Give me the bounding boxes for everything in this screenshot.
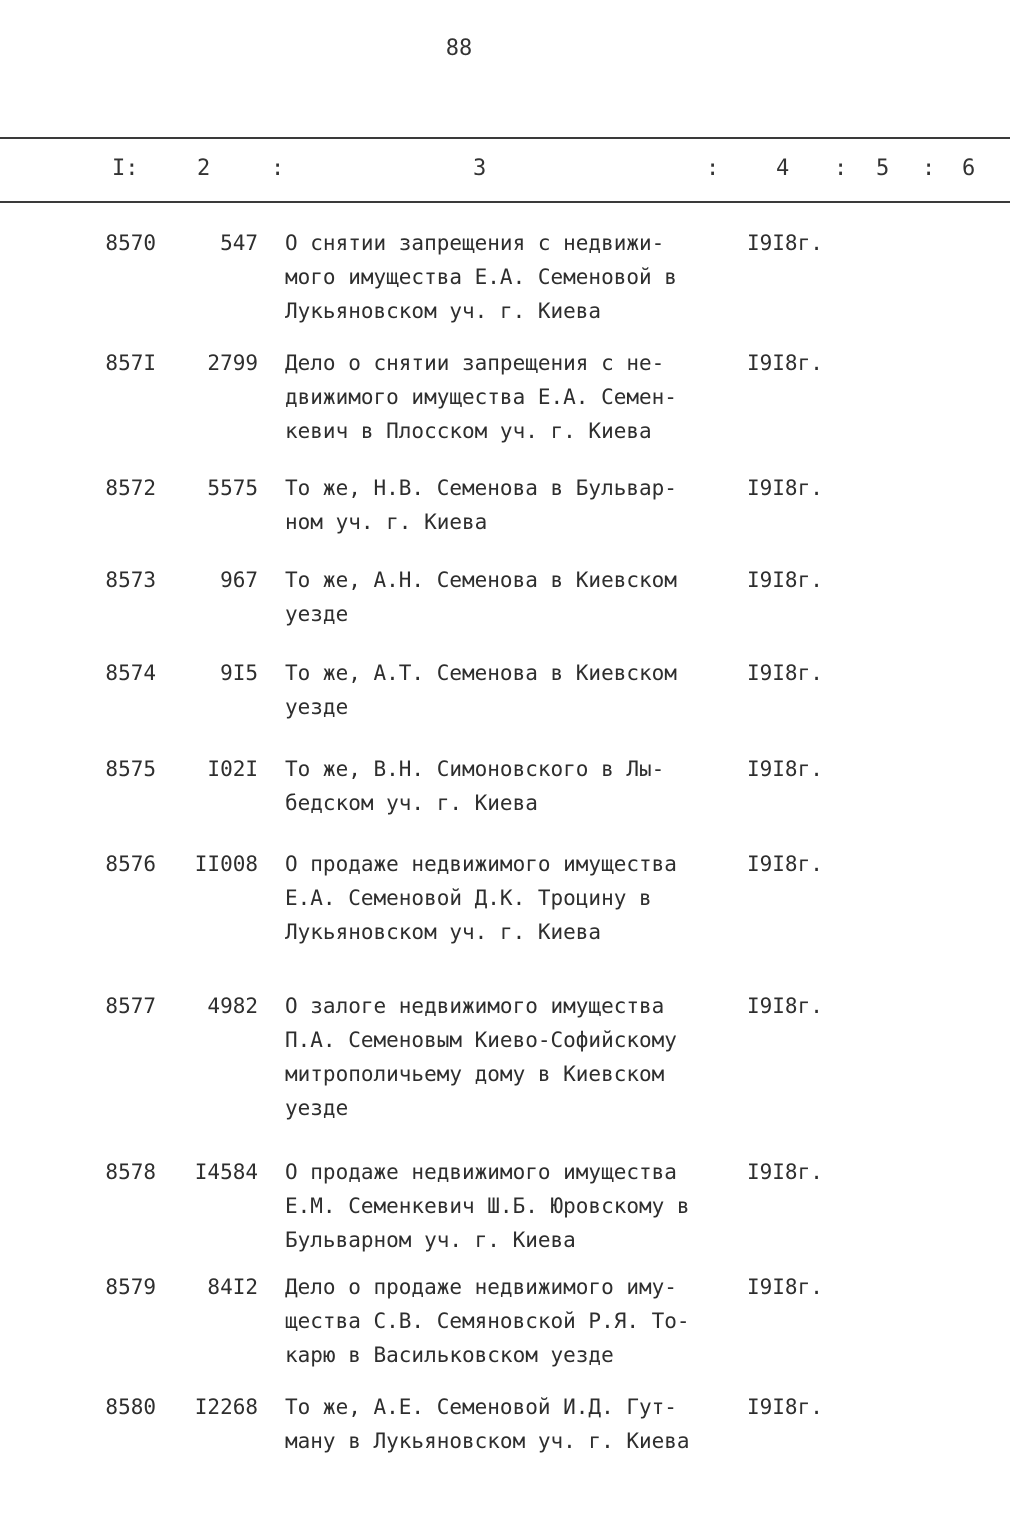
page-number: 88 [445, 36, 473, 61]
entry-year: I9I8г. [747, 1395, 823, 1419]
entry-title-line: щества С.В. Семяновской Р.Я. То- [285, 1309, 690, 1333]
entry-number: 8580 [105, 1395, 156, 1419]
entry-title-line: бедском уч. г. Киева [285, 791, 538, 815]
entry-year: I9I8г. [747, 1275, 823, 1299]
entry-title [285, 1390, 745, 1458]
entry-year: I9I8г. [747, 1160, 823, 1184]
entry-title-line: кевич в Плосском уч. г. Киева [285, 419, 652, 443]
old-entry-number: 967 [220, 568, 258, 592]
entry-year: I9I8г. [747, 994, 823, 1018]
header-col-5: 5 [876, 156, 890, 181]
entry-title-line: То же, В.Н. Симоновского в Лы- [285, 757, 665, 781]
entry-year: I9I8г. [747, 476, 823, 500]
entry-number: 8576 [105, 852, 156, 876]
entry-number: 8573 [105, 568, 156, 592]
header-col-6: 6 [962, 156, 976, 181]
entry-title [285, 563, 745, 631]
entry-year: I9I8г. [747, 661, 823, 685]
entry-number: 8572 [105, 476, 156, 500]
entry-year: I9I8г. [747, 568, 823, 592]
entry-title-line: То же, А.Н. Семенова в Киевском [285, 568, 677, 592]
header-separator: : [834, 156, 848, 181]
old-entry-number: I2268 [194, 1395, 258, 1419]
header-separator: : [922, 156, 936, 181]
table-header-rule [0, 201, 1010, 203]
entry-title-line: О продаже недвижимого имущества [285, 852, 677, 876]
entry-title-line: То же, А.Т. Семенова в Киевском [285, 661, 677, 685]
entry-title-line: ману в Лукьяновском уч. г. Киева [285, 1429, 690, 1453]
entry-number: 8570 [105, 231, 156, 255]
entry-title-line: П.А. Семеновым Киево-Софийскому [285, 1028, 677, 1052]
entry-title-line: Лукьяновском уч. г. Киева [285, 299, 602, 323]
entry-year: I9I8г. [747, 852, 823, 876]
entry-title-line: Е.А. Семеновой Д.К. Троцину в [285, 886, 652, 910]
entry-title-line: О залоге недвижимого имущества [285, 994, 665, 1018]
entry-number: 8575 [105, 757, 156, 781]
header-col-2: 2 [197, 156, 211, 181]
old-entry-number: 84I2 [207, 1275, 258, 1299]
entry-year: I9I8г. [747, 351, 823, 375]
header-separator: : [271, 156, 285, 181]
entry-title [285, 989, 745, 1125]
entry-number: 8578 [105, 1160, 156, 1184]
entry-year: I9I8г. [747, 231, 823, 255]
entry-title-line: карю в Васильковском уезде [285, 1343, 614, 1367]
entry-title-line: ном уч. г. Киева [285, 510, 488, 534]
entry-title-line: движимого имущества Е.А. Семен- [285, 385, 677, 409]
entry-title-line: То же, Н.В. Семенова в Бульвар- [285, 476, 677, 500]
entry-title-line: О продаже недвижимого имущества [285, 1160, 677, 1184]
entry-title [285, 471, 745, 539]
entry-title-line: Дело о снятии запрещения с не- [285, 351, 665, 375]
entry-title [285, 346, 745, 448]
old-entry-number: 5575 [207, 476, 258, 500]
entry-title-line: уезде [285, 1096, 349, 1120]
old-entry-number: I02I [207, 757, 258, 781]
entry-number: 8574 [105, 661, 156, 685]
entry-title [285, 226, 745, 328]
old-entry-number: 2799 [207, 351, 258, 375]
entry-title [285, 1155, 745, 1257]
entry-title-line: Е.М. Семенкевич Ш.Б. Юровскому в [285, 1194, 690, 1218]
entry-title-line: мого имущества Е.А. Семеновой в [285, 265, 677, 289]
header-col-4: 4 [776, 156, 790, 181]
header-col-1: I: [112, 156, 139, 181]
entry-title-line: Лукьяновском уч. г. Киева [285, 920, 602, 944]
old-entry-number: II008 [194, 852, 258, 876]
old-entry-number: 547 [220, 231, 258, 255]
entry-title [285, 656, 745, 724]
entry-title-line: уезде [285, 695, 349, 719]
old-entry-number: 4982 [207, 994, 258, 1018]
entry-number: 8579 [105, 1275, 156, 1299]
entry-title [285, 752, 745, 820]
header-separator: : [706, 156, 720, 181]
entry-title [285, 1270, 745, 1372]
entry-title-line: О снятии запрещения с недвижи- [285, 231, 665, 255]
table-top-rule [0, 137, 1010, 139]
entry-title-line: уезде [285, 602, 349, 626]
entry-year: I9I8г. [747, 757, 823, 781]
entry-number: 8577 [105, 994, 156, 1018]
header-col-3: 3 [473, 156, 487, 181]
entry-title-line: То же, А.Е. Семеновой И.Д. Гут- [285, 1395, 677, 1419]
entry-title-line: митрополичьему дому в Киевском [285, 1062, 665, 1086]
entry-title-line: Дело о продаже недвижимого иму- [285, 1275, 677, 1299]
old-entry-number: I4584 [194, 1160, 258, 1184]
old-entry-number: 9I5 [220, 661, 258, 685]
entry-title-line: Бульварном уч. г. Киева [285, 1228, 576, 1252]
entry-title [285, 847, 745, 949]
entry-number: 857I [105, 351, 156, 375]
